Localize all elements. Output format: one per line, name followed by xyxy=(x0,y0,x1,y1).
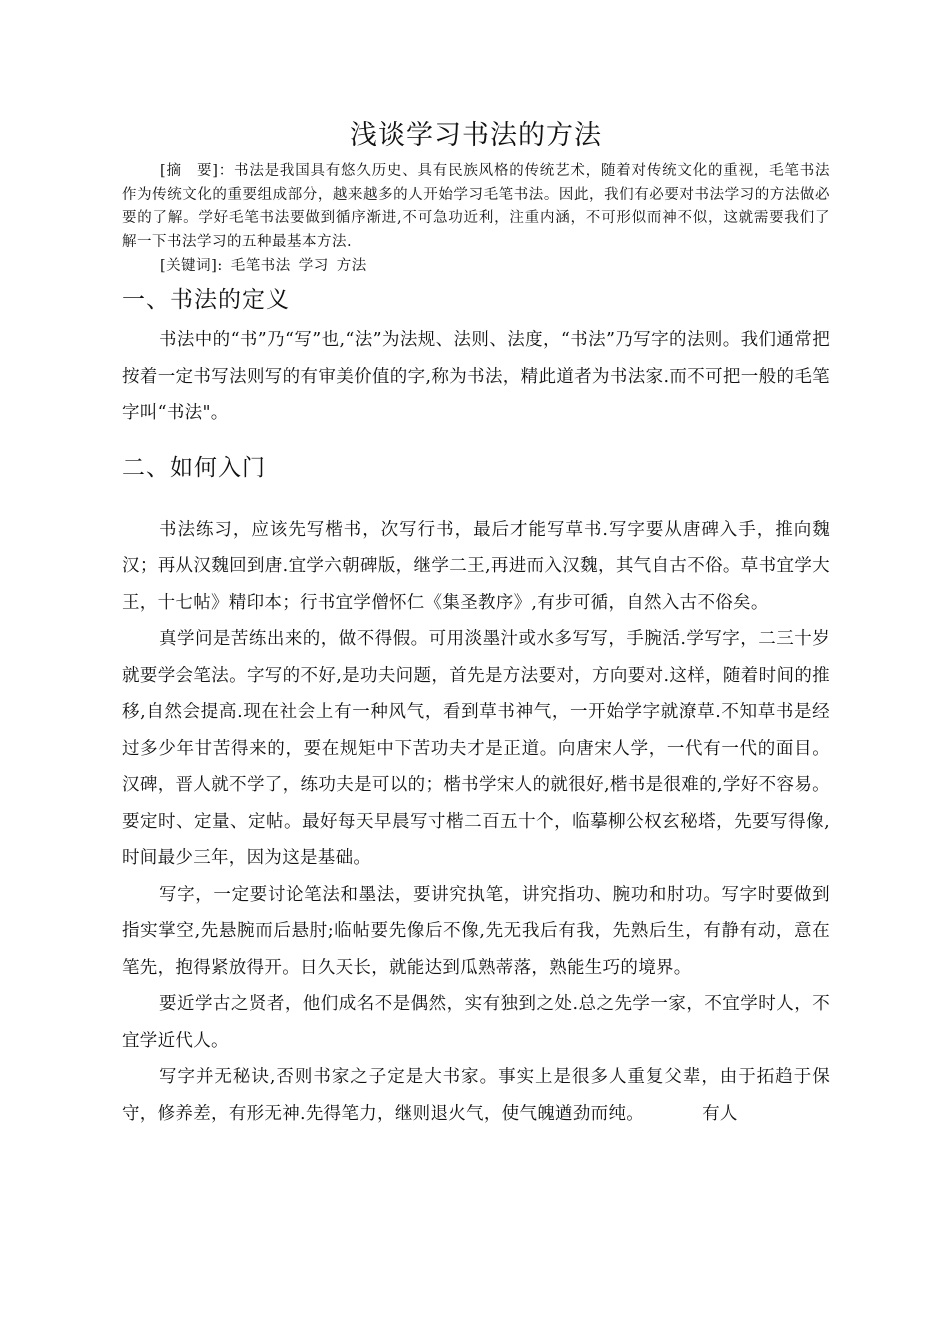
paragraph xyxy=(122,1059,830,1132)
keyword: 毛笔书法 xyxy=(230,258,291,274)
section-heading-definition: 一、书法的定义 xyxy=(122,287,290,313)
abstract: [摘 要]：书法是我国具有悠久历史、具有民族风格的传统艺术，随着对传统文化的重视，毛笔书法作为传统文化的重要组成部分，越来越多的人开始学习毛笔书法。因此，我们有必要对书法学习的方法做必要的了解。学好毛笔书法要做到循序渐进,不可急功近利，注重内涵，不可形似而神不似，这就需要我们了解一下书法学习的五种最基本方法. xyxy=(122,163,830,250)
paragraph: 书法练习，应该先写楷书，次写行书，最后才能写草书.写字要从唐碑入手，推向魏汉；再从汉魏回到唐.宜学六朝碑版，继学二王,再进而入汉魏，其气自古不俗。草书宜学大王，十七帖》精印本；行书宜学僧怀仁《集圣教序》,有步可循，自然入古不俗矣。 xyxy=(122,519,830,613)
keyword: 学习 xyxy=(298,258,329,274)
keyword: 方法 xyxy=(336,258,367,274)
paragraph: 书法中的“书”乃“写”也,“法”为法规、法则、法度，“书法”乃写字的法则。我们通常把按着一定书写法则写的有审美价值的字,称为书法，精此道者为书法家.而不可把一般的毛笔字叫“书法"。 xyxy=(122,330,830,423)
section-heading-getting-started: 二、如何入门 xyxy=(122,454,266,481)
paragraph: 要近学古之贤者，他们成名不是偶然，实有独到之处.总之先学一家，不宜学时人，不宜学近代人。 xyxy=(122,994,830,1051)
paragraph-text: 写字并无秘诀,否则书家之子定是大书家。事实上是很多人重复父辈，由于拓趋于保守，修养差，有形无神.先得笔力，继则退火气，使气魄遒劲而纯。 xyxy=(122,1067,830,1124)
keywords-line xyxy=(122,254,830,278)
paragraph: 真学问是苦练出来的，做不得假。可用淡墨汁或水多写写，手腕活.学写字，二三十岁就要学会笔法。字写的不好,是功夫问题，首先是方法要对，方向要对.这样，随着时间的推移,自然会提高.现在社会上有一种风气，看到草书神气，一开始学字就潦草.不知草书是经过多少年甘苦得来的，要在规矩中下苦功夫才是正道。向唐宋人学，一代有一代的面目。汉碑，晋人就不学了，练功夫是可以的；楷书学宋人的就很好,楷书是很难的,学好不容易。要定时、定量、定帖。最好每天早晨写寸楷二百五十个，临摹柳公权玄秘塔，先要写得像,时间最少三年，因为这是基础。 xyxy=(122,629,830,868)
keywords-label: [关键词]: xyxy=(160,258,223,274)
document-title: 浅谈学习书法的方法 xyxy=(350,120,602,151)
paragraph: 写字，一定要讨论笔法和墨法，要讲究执笔，讲究指功、腕功和肘功。写字时要做到指实掌空,先悬腕而后悬肘;临帖要先像后不像,先无我后有我，先熟后生，有静有动，意在笔先，抱得紧放得开。日久天长，就能达到瓜熟蒂落，熟能生巧的境界。 xyxy=(122,884,830,978)
trailing-text: 有人 xyxy=(702,1103,738,1124)
